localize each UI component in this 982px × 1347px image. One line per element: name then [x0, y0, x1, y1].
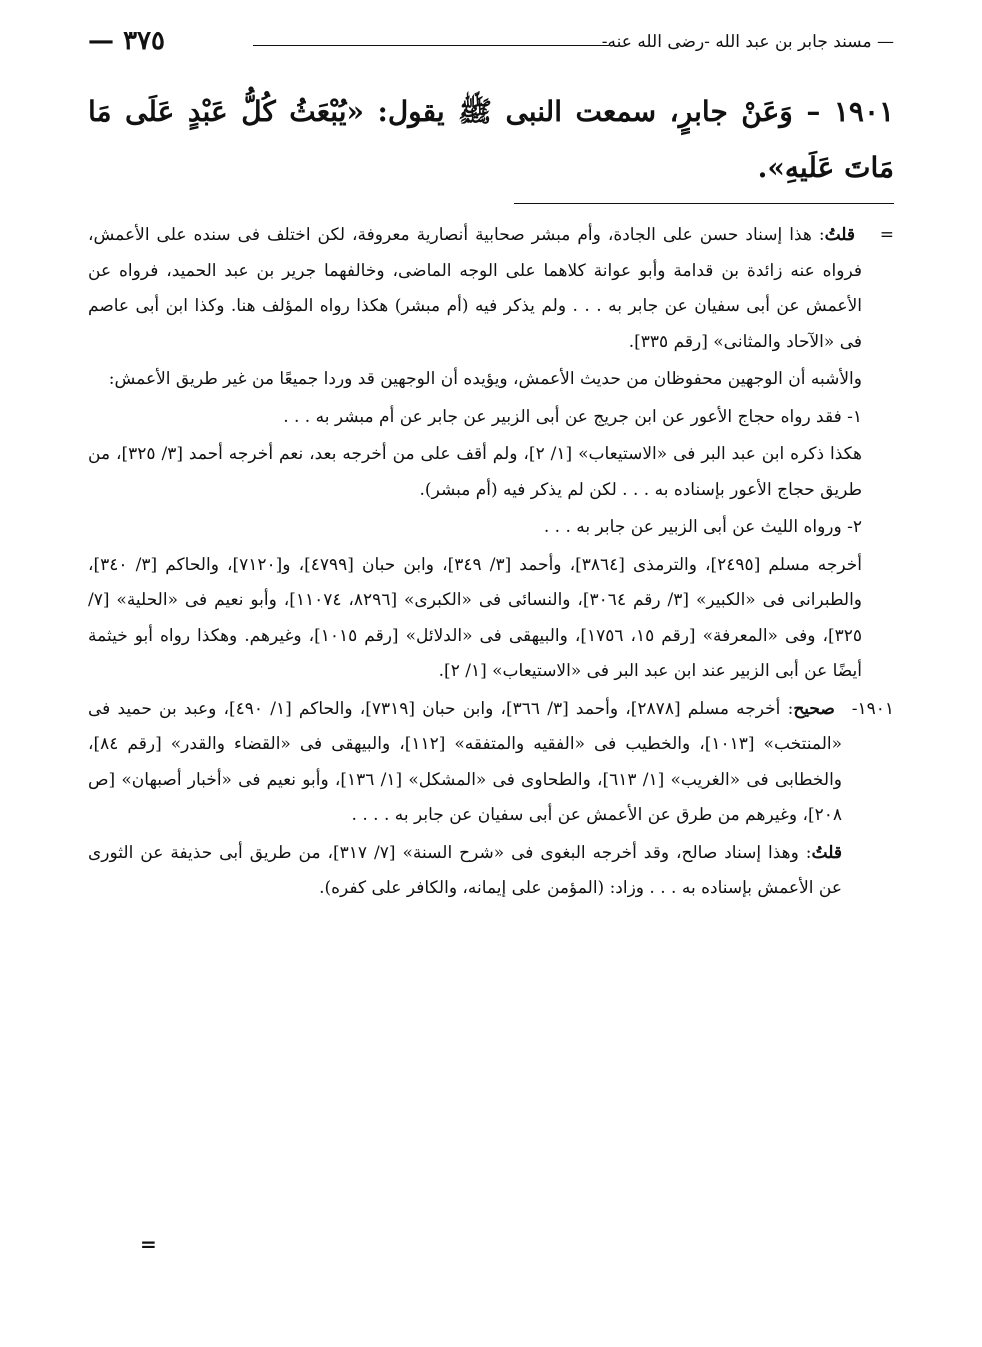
- hadith-text: [88, 84, 894, 196]
- hadith-chain: وَعَنْ جابرٍ، سمعت النبى ﷺ يقول:: [364, 95, 793, 128]
- note-paragraph-4: هكذا ذكره ابن عبد البر فى «الاستيعاب» [١/ ٢]، ولم أقف على من أخرجه بعد، نعم أخرجه أحمد [٣/ ٣٢٥]، من طريق حجاج الأعور بإسناده به . . . لكن لم يذكر فيه (أم مبشر).: [88, 444, 863, 500]
- note-paragraph-7: [88, 692, 894, 834]
- note-paragraph-8: [88, 836, 894, 907]
- note-grade-keyword: صحيح: [793, 698, 835, 719]
- note-text: : أخرجه مسلم [٢٨٧٨]، وأحمد [٣/ ٣٦٦]، وابن حبان [٧٣١٩]، والحاكم [١/ ٤٩٠]، وعبد بن حميد فى «المنتخب» [١٠١٣]، والخطيب فى «الفقيه والمتفقه» [١١٢]، والبيهقى فى «القضاء والقدر» [رقم ٨٤]، والخطابى فى «الغريب» [١/ ٦١٣]، والطحاوى فى «المشكل» [١/ ١٣٦]، وأبو نعيم فى «أخبار أصبهان» [ص ٢٠٨]، وغيرهم من طرق عن الأعمش عن أبى سفيان عن جابر به . . . .: [88, 698, 843, 825]
- hadith-matn: «يُبْعَثُ كُلُّ عَبْدٍ عَلَى مَا مَاتَ عَلَيهِ».: [88, 95, 894, 184]
- hadith-number: ١٩٠١ –: [806, 95, 895, 128]
- header-rule: [253, 45, 609, 46]
- note-hadith-number: ١٩٠١-: [851, 698, 895, 719]
- note-paragraph-1: [88, 218, 894, 360]
- note-paragraph-6: أخرجه مسلم [٢٤٩٥]، والترمذى [٣٨٦٤]، وأحمد [٣/ ٣٤٩]، وابن حبان [٤٧٩٩]، و[٧١٢٠]، والحاكم [٣/ ٣٤٠]، والطبرانى فى «الكبير» [٣/ رقم ٣٠٦٤]، والنسائى فى «الكبرى» [٨٢٩٦، ١١٠٧٤]، وأبو نعيم فى «الحلية» [٧/ ٣٢٥]، وفى «المعرفة» [رقم ١٥، ١٧٥٦]، والبيهقى فى «الدلائل» [رقم ١٠١٥]، وغيرهم. وهكذا رواه أبو خيثمة أيضًا عن أبى الزبير عند ابن عبد البر فى «الاستيعاب» [١/ ٢].: [88, 554, 863, 681]
- note-keyword-qultu: قلتُ: [811, 842, 842, 863]
- running-header-title: [602, 32, 894, 52]
- note-text: : وهذا إسناد صالح، وقد أخرجه البغوى فى «شرح السنة» [٧/ ٣١٧]، من طريق أبى حذيفة عن الثورى عن الأعمش بإسناده به . . . وزاد: (المؤمن على إيمانه، والكافر على كفره).: [88, 842, 842, 898]
- running-header: [88, 26, 894, 64]
- note-paragraph-2: والأشبه أن الوجهين محفوظان من حديث الأعمش، ويؤيده أن الوجهين قد وردا جميعًا من غير طريق الأعمش:: [108, 369, 862, 389]
- note-continuation-marker: =: [879, 225, 895, 245]
- note-keyword-qultu: قلتُ: [824, 225, 856, 245]
- header-title-text: مسند جابر بن عبد الله -رضى الله عنه-: [601, 32, 872, 52]
- page-number: ٣٧٥ —: [88, 26, 165, 56]
- continuation-marker: =: [140, 1232, 157, 1256]
- note-paragraph-5: ٢- ورواه الليث عن أبى الزبير عن جابر به . . .: [543, 517, 862, 537]
- note-paragraph-3: ١- فقد رواه حجاج الأعور عن ابن جريج عن أبى الزبير عن جابر عن أم مبشر به . . .: [283, 406, 862, 427]
- footnotes: [88, 218, 894, 909]
- footnote-separator: [514, 203, 894, 204]
- note-text: : هذا إسناد حسن على الجادة، وأم مبشر صحابية أنصارية معروفة، لكن اختلف فى سنده على الأعمش، فرواه عنه زائدة بن قدامة وأبو عوانة كلاهما على الوجه الماضى، وخالفهما جرير بن عبد الحميد، فرواه عن الأعمش عن أبى سفيان عن جابر به . . . ولم يذكر فيه (أم مبشر) هكذا رواه المؤلف هنا. وكذا ابن أبى عاصم فى «الآحاد والمثانى» [رقم ٣٣٥].: [88, 225, 862, 352]
- header-leading-dash: —: [877, 32, 894, 52]
